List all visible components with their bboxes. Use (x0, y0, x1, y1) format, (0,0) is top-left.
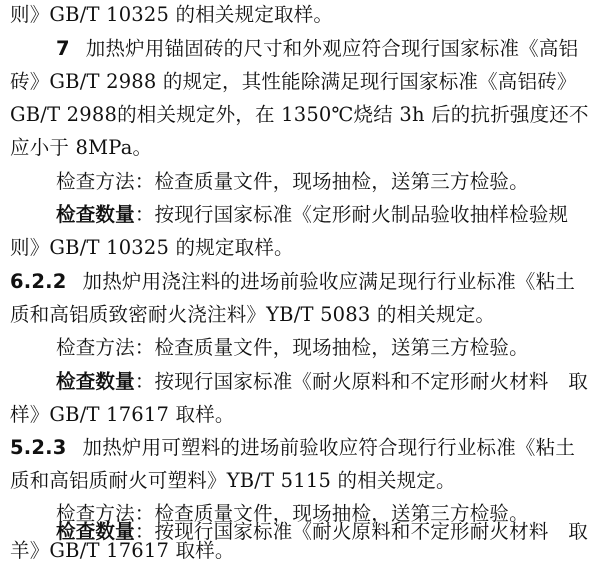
line-text: ：按现行国家标准《耐火原料和不定形耐火材料 (134, 370, 549, 393)
line-text: 加热炉用锚固砖的尺寸和外观应符合现行国家标准《高铝 (85, 37, 579, 60)
inspection-quantity-label: 检查数量 (56, 203, 135, 226)
line-text: 加热炉用可塑料的进场前验收应符合现行行业标准《粘土 (82, 436, 576, 459)
inspection-quantity-line (0, 200, 600, 230)
line-text: ：按现行国家标准《耐火原料和不定形耐火材料 (134, 520, 549, 543)
line-text: GB/T 2988的相关规定外，在 1350℃烧结 3h 后的抗折强度还不 (10, 103, 589, 126)
clause-5-2-3-line-1 (0, 433, 600, 463)
text-line-18 (0, 536, 600, 566)
line-text: 质和高铝质耐火可塑料》YB/T 5115 的相关规定。 (10, 469, 456, 492)
line-text: 检查方法：检查质量文件，现场抽检，送第三方检验。 (56, 170, 529, 193)
item-number: 7 (56, 37, 70, 60)
line-text: 检查方法：检查质量文件，现场抽检，送第三方检验。 (56, 502, 529, 525)
clause-7-line-4 (0, 133, 600, 163)
clause-6-2-2-line-1 (0, 267, 600, 297)
line-text: 砖》GB/T 2988 的规定，其性能除满足现行国家标准《高铝砖》 (10, 70, 577, 93)
clause-number: 5.2.3 (10, 436, 67, 459)
clause-7-line-1 (0, 34, 600, 64)
inspection-quantity-label: 检查数量 (56, 520, 135, 543)
line-text: 检查方法：检查质量文件，现场抽检，送第三方检验。 (56, 336, 529, 359)
line-text: 则》GB/T 10325 的相关规定取样。 (10, 3, 334, 26)
line-tail: 取 (568, 370, 588, 393)
text-line-8 (0, 233, 600, 263)
line-text: 样》GB/T 17617 取样。 (10, 403, 235, 426)
clause-7-line-2 (0, 67, 600, 97)
text-line-13 (0, 400, 600, 430)
line-text: 羊》GB/T 17617 取样。 (10, 539, 235, 562)
line-text: 则》GB/T 10325 的规定取样。 (10, 236, 294, 259)
inspection-method-line (0, 333, 600, 363)
inspection-quantity-line (0, 367, 600, 397)
clause-number: 6.2.2 (10, 270, 67, 293)
clause-5-2-3-line-2 (0, 466, 600, 496)
text-line-1 (0, 0, 600, 30)
clause-7-line-3 (0, 100, 600, 130)
line-text: 加热炉用浇注料的进场前验收应满足现行行业标准《粘土 (82, 270, 576, 293)
line-tail: 取 (568, 520, 588, 543)
line-text: 质和高铝质致密耐火浇注料》YB/T 5083 的相关规定。 (10, 303, 496, 326)
line-text: 应小于 8MPa。 (10, 136, 153, 159)
inspection-quantity-label: 检查数量 (56, 370, 135, 393)
clause-6-2-2-line-2 (0, 300, 600, 330)
line-text: ：按现行国家标准《定形耐火制品验收抽样检验规 (134, 203, 569, 226)
inspection-method-line (0, 167, 600, 197)
